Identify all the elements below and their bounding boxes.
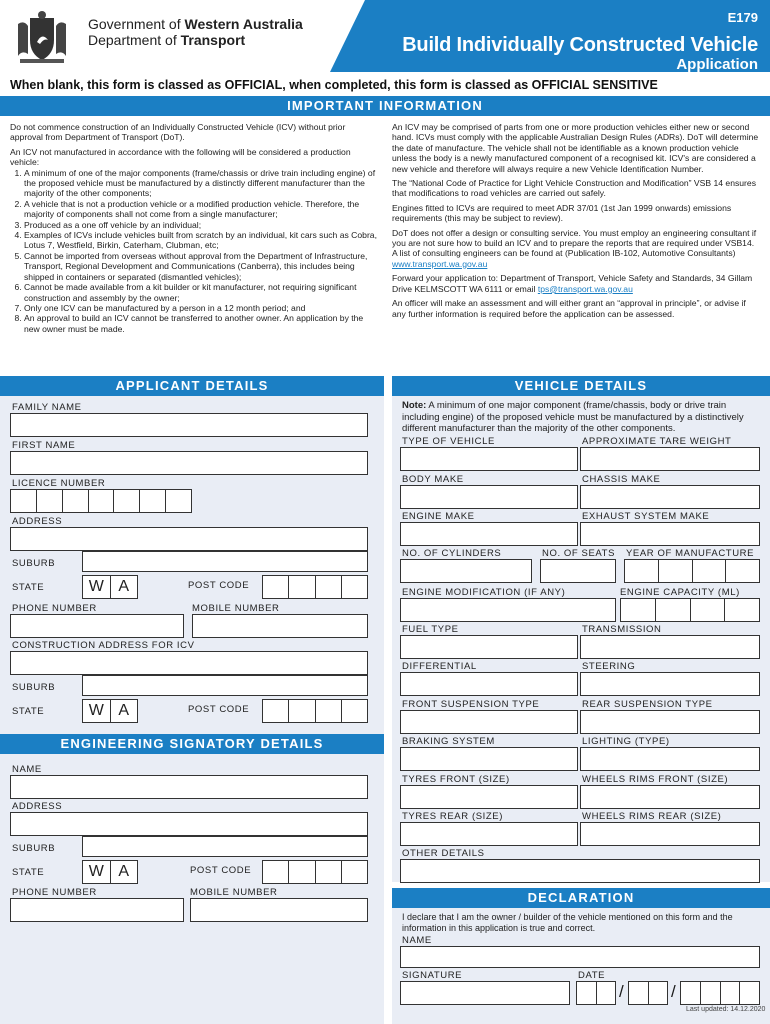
date-year-input[interactable] <box>680 981 760 1005</box>
seats-label: NO. OF SEATS <box>542 548 616 559</box>
important-info-left: Do not commence construction of an Individually Constructed Vehicle (ICV) without prior approval from Department of Transport (DoT). An ICV not manufactured in accordance with the following will be considered a production vehicle: 1. A minimum of one of the major components (frame/chassis or drive train including engine) of the proposed vehicle must be manufactured by a distinctly different manufacturer than the majority of the other components; 2. A vehicle that is not a production vehicle or a modified production vehicle. Therefore, the majority of components shall not come from a single manufacturer; 3. Produced as a one off vehicle by an individual; 4. Examples of ICVs include vehicles built from scratch by an individual, kit cars such as Cobra, Lotus 7, Westfield, Birkin, Caterham, Clubman, etc; 5. Cannot be imported from overseas without approval from the Department of Infrastructure, Transport, Regional Development and Communications (Canberra), this includes being shipped in containers or separated (dismantled vehicles); 6. Cannot be made available from a kit builder or kit manufacturer, not requiring significant construction and assembly by the owner; 7. Only one ICV can be manufactured by a person in a 12 month period; and 8. An approval to build an ICV cannot be transferred to another owner. An application by the new owner must be made. <box>10 122 378 334</box>
lighting-label: LIGHTING (TYPE) <box>582 736 670 747</box>
rims-front-input[interactable] <box>580 785 760 809</box>
date-label: DATE <box>578 970 606 981</box>
transport-website-link[interactable]: www.transport.wa.gov.au <box>392 258 488 269</box>
braking-input[interactable] <box>400 747 578 771</box>
exhaust-make-label: EXHAUST SYSTEM MAKE <box>582 511 710 522</box>
list-item: 3. Produced as a one off vehicle by an individual; <box>24 220 378 230</box>
important-info-heading: IMPORTANT INFORMATION <box>0 96 770 116</box>
eng-address-input[interactable] <box>10 812 368 836</box>
tyres-front-input[interactable] <box>400 785 578 809</box>
list-item: 5. Cannot be imported from overseas without approval from the Department of Infrastructure, Transport, Regional Development and Communications (Canberra), this includes being shipped in containers or separated (dismantled vehicles); <box>24 251 378 282</box>
construction-state-field: W A <box>82 699 138 723</box>
mobile-input[interactable] <box>192 614 368 638</box>
tare-weight-input[interactable] <box>580 447 760 471</box>
body-make-input[interactable] <box>400 485 578 509</box>
last-updated: Last updated: 14.12.2020 <box>686 1006 766 1013</box>
construction-postcode-input[interactable] <box>262 699 368 723</box>
classification-notice: When blank, this form is classed as OFFICIAL, when completed, this form is classed as OFFICIAL SENSITIVE <box>10 78 658 92</box>
list-item: 6. Cannot be made available from a kit builder or kit manufacturer, not requiring significant construction and assembly by the owner; <box>24 282 378 303</box>
engineering-heading: ENGINEERING SIGNATORY DETAILS <box>0 734 384 754</box>
eng-name-input[interactable] <box>10 775 368 799</box>
licence-number-input[interactable] <box>10 489 192 513</box>
vehicle-type-input[interactable] <box>400 447 578 471</box>
eng-suburb-input[interactable] <box>82 836 368 857</box>
steering-input[interactable] <box>580 672 760 696</box>
rims-front-label: WHEELS RIMS FRONT (SIZE) <box>582 774 729 785</box>
declaration-name-input[interactable] <box>400 946 760 968</box>
postcode-label: POST CODE <box>188 580 250 591</box>
fuel-type-label: FUEL TYPE <box>402 624 459 635</box>
postcode-input[interactable] <box>262 575 368 599</box>
date-separator: / <box>671 982 676 1001</box>
mobile-label: MOBILE NUMBER <box>192 603 280 614</box>
family-name-label: FAMILY NAME <box>12 402 82 413</box>
rear-suspension-input[interactable] <box>580 710 760 734</box>
family-name-input[interactable] <box>10 413 368 437</box>
exhaust-make-input[interactable] <box>580 522 760 546</box>
suburb-input[interactable] <box>82 551 368 572</box>
vehicle-note: Note: A minimum of one major component (frame/chassis, body or drive train including engine) of the proposed vehicle must be manufactured by a distinctively different manufacturer than the majority of the other components. <box>402 400 744 434</box>
construction-suburb-label: SUBURB <box>12 682 56 693</box>
engine-mod-input[interactable] <box>400 598 616 622</box>
form-title: Build Individually Constructed Vehicle <box>402 34 758 56</box>
engine-make-label: ENGINE MAKE <box>402 511 475 522</box>
email-link[interactable]: tps@transport.wa.gov.au <box>537 283 633 294</box>
lighting-input[interactable] <box>580 747 760 771</box>
tare-weight-label: APPROXIMATE TARE WEIGHT <box>582 436 732 447</box>
eng-state-field: W A <box>82 860 138 884</box>
eng-mobile-input[interactable] <box>190 898 368 922</box>
date-month-input[interactable] <box>628 981 668 1005</box>
address-label: ADDRESS <box>12 516 63 527</box>
eng-address-label: ADDRESS <box>12 801 63 812</box>
fuel-type-input[interactable] <box>400 635 578 659</box>
eng-postcode-label: POST CODE <box>190 865 252 876</box>
state-field: W A <box>82 575 138 599</box>
front-suspension-label: FRONT SUSPENSION TYPE <box>402 699 540 710</box>
transmission-label: TRANSMISSION <box>582 624 662 635</box>
important-info-right: An ICV may be comprised of parts from one or more production vehicles either new or second hand. ICVs must comply with the applicable Australian Design Rules (ADRs). DoT will determine the date of manufacture. The vehicle shall not be identifiable as a known production vehicle unless the body is a newly manufactured component of a recognised kit. ICV's are considered a new vehicle and therefore will always require a new Vehicle Identification Number. The “National Code of Practice for Light Vehicle Construction and Modification” VSB 14 ensures that modifications to road vehicles are carried out safely. Engines fitted to ICVs are required to meet ADR 37/01 (1st Jan 1999 onwards) emissions requirements (this may be subject to review). DoT does not offer a design or consulting service. You must employ an engineering consultant if you are not sure how to build an ICV and to prepare the reports that are required under VSB14. A list of consulting engineers can be found at (Publication IB-102, Automotive Consultants) www.transport.wa.gov.au Forward your application to: Department of Transport, Vehicle Safety and Standards, 34 Gillam Drive KELMSCOTT WA 6111 or email tps@transport.wa.gov.au An officer will make an assessment and will either grant an “approval in principle”, or advise if any further information is required before the application can be assessed. <box>392 122 759 319</box>
steering-label: STEERING <box>582 661 636 672</box>
vehicle-type-label: TYPE OF VEHICLE <box>402 436 495 447</box>
construction-suburb-input[interactable] <box>82 675 368 696</box>
eng-state-label: STATE <box>12 867 45 878</box>
construction-state-label: STATE <box>12 706 45 717</box>
other-details-input[interactable] <box>400 859 760 883</box>
chassis-make-label: CHASSIS MAKE <box>582 474 661 485</box>
declaration-name-label: NAME <box>402 935 432 946</box>
body-make-label: BODY MAKE <box>402 474 464 485</box>
rims-rear-label: WHEELS RIMS REAR (SIZE) <box>582 811 722 822</box>
first-name-label: FIRST NAME <box>12 440 76 451</box>
engine-capacity-label: ENGINE CAPACITY (ML) <box>620 587 740 598</box>
suburb-label: SUBURB <box>12 558 56 569</box>
rear-suspension-label: REAR SUSPENSION TYPE <box>582 699 713 710</box>
date-separator: / <box>619 982 624 1001</box>
declaration-heading: DECLARATION <box>392 888 770 908</box>
state-label: STATE <box>12 582 45 593</box>
phone-label: PHONE NUMBER <box>12 603 97 614</box>
first-name-input[interactable] <box>10 451 368 475</box>
list-item: 1. A minimum of one of the major components (frame/chassis or drive train including engine) of the proposed vehicle must be manufactured by a distinctly different manufacturer than the majority of the other components; <box>24 168 378 199</box>
eng-phone-input[interactable] <box>10 898 184 922</box>
licence-label: LICENCE NUMBER <box>12 478 106 489</box>
eng-suburb-label: SUBURB <box>12 843 56 854</box>
year-input[interactable] <box>624 559 760 583</box>
seats-input[interactable] <box>540 559 616 583</box>
engine-capacity-input[interactable] <box>620 598 760 622</box>
list-item: 8. An approval to build an ICV cannot be transferred to another owner. An application by the new owner must be made. <box>24 313 378 334</box>
wa-crest-icon <box>10 10 74 66</box>
date-day-input[interactable] <box>576 981 616 1005</box>
year-label: YEAR OF MANUFACTURE <box>626 548 755 559</box>
list-item: 4. Examples of ICVs include vehicles built from scratch by an individual, kit cars such as Cobra, Lotus 7, Westfield, Birkin, Caterham, Clubman, etc; <box>24 230 378 251</box>
construction-postcode-label: POST CODE <box>188 704 250 715</box>
rims-rear-input[interactable] <box>580 822 760 846</box>
cylinders-label: NO. OF CYLINDERS <box>402 548 502 559</box>
other-details-label: OTHER DETAILS <box>402 848 485 859</box>
signature-input[interactable] <box>400 981 570 1005</box>
construction-address-input[interactable] <box>10 651 368 675</box>
engine-make-input[interactable] <box>400 522 578 546</box>
vehicle-heading: VEHICLE DETAILS <box>392 376 770 396</box>
form-code: E179 <box>727 10 758 25</box>
braking-label: BRAKING SYSTEM <box>402 736 495 747</box>
address-input[interactable] <box>10 527 368 551</box>
chassis-make-input[interactable] <box>580 485 760 509</box>
form-subtitle: Application <box>676 56 758 73</box>
eng-postcode-input[interactable] <box>262 860 368 884</box>
tyres-rear-label: TYRES REAR (SIZE) <box>402 811 503 822</box>
tyres-front-label: TYRES FRONT (SIZE) <box>402 774 510 785</box>
list-item: 2. A vehicle that is not a production vehicle or a modified production vehicle. Therefore, the majority of components shall not come from a single manufacturer; <box>24 199 378 220</box>
phone-input[interactable] <box>10 614 184 638</box>
declaration-text: I declare that I am the owner / builder of the vehicle mentioned on this form and the information in this application is true and correct. <box>402 912 733 933</box>
cylinders-input[interactable] <box>400 559 532 583</box>
differential-label: DIFFERENTIAL <box>402 661 477 672</box>
engine-mod-label: ENGINE MODIFICATION (IF ANY) <box>402 587 566 598</box>
list-item: 7. Only one ICV can be manufactured by a person in a 12 month period; and <box>24 303 378 313</box>
applicant-heading: APPLICANT DETAILS <box>0 376 384 396</box>
differential-input[interactable] <box>400 672 578 696</box>
eng-name-label: NAME <box>12 764 42 775</box>
signature-label: SIGNATURE <box>402 970 463 981</box>
construction-address-label: CONSTRUCTION ADDRESS FOR ICV <box>12 640 195 651</box>
gov-name: Government of Western Australia Department of Transport <box>88 16 303 48</box>
eng-phone-label: PHONE NUMBER <box>12 887 97 898</box>
front-suspension-input[interactable] <box>400 710 578 734</box>
tyres-rear-input[interactable] <box>400 822 578 846</box>
eng-mobile-label: MOBILE NUMBER <box>190 887 278 898</box>
transmission-input[interactable] <box>580 635 760 659</box>
